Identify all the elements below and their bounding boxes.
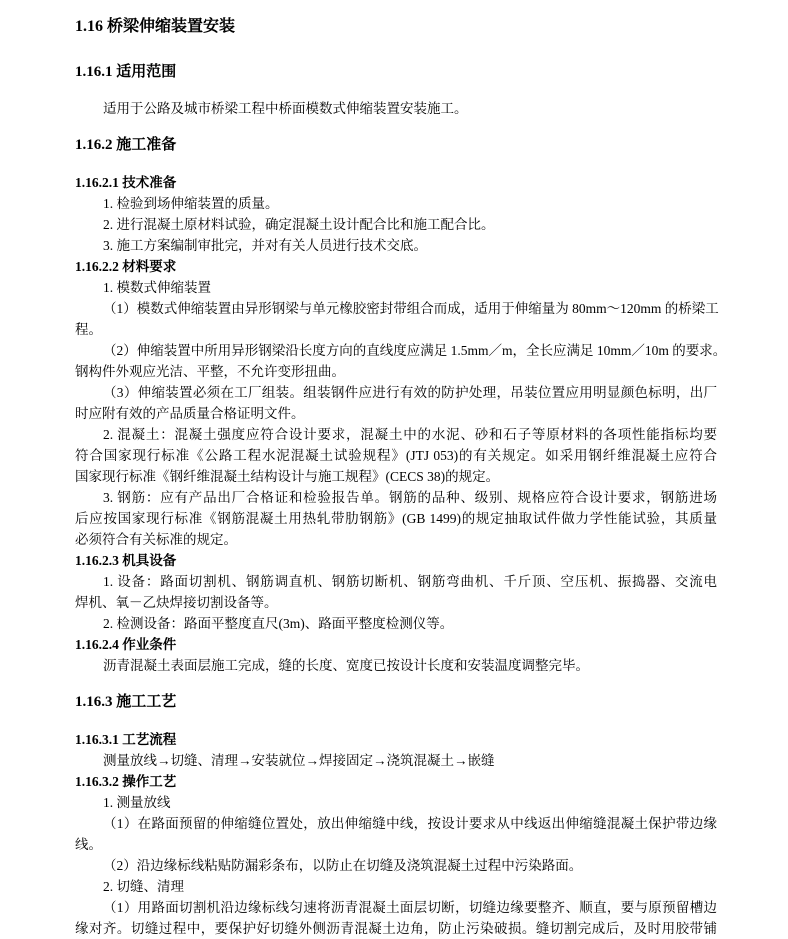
- paragraph-line: （2）沿边缘标线粘贴防漏彩条布，以防止在切缝及浇筑混凝土过程中污染路面。: [103, 858, 583, 873]
- paragraph-line: 后应按国家现行标准《钢筋混凝土用热轧带肋钢筋》(GB 1499)的规定抽取试件做力学性能试验，其质量: [75, 511, 717, 526]
- section-heading: 1.16.1 适用范围: [75, 64, 177, 80]
- subsection-heading: 1.16.2.4 作业条件: [75, 637, 177, 652]
- paragraph-line: （1）模数式伸缩装置由异形钢梁与单元橡胶密封带组合而成，适用于伸缩量为 80mm～120mm 的桥梁工: [103, 301, 719, 316]
- paragraph-line: 3. 钢筋：应有产品出厂合格证和检验报告单。钢筋的品种、级别、规格应符合设计要求，钢筋进场: [103, 490, 717, 505]
- paragraph-line: 沥青混凝土表面层施工完成，缝的长度、宽度已按设计长度和安装温度调整完毕。: [103, 658, 589, 673]
- process-flow-line: 测量放线→切缝、清理→安装就位→焊接固定→浇筑混凝土→嵌缝: [103, 753, 495, 768]
- paragraph-line: （1）用路面切割机沿边缘标线匀速将沥青混凝土面层切断，切缝边缘要整齐、顺直，要与原预留槽边: [103, 900, 717, 915]
- paragraph-line: 焊机、氧－乙炔焊接切割设备等。: [75, 595, 278, 610]
- paragraph-line: （1）在路面预留的伸缩缝位置处，放出伸缩缝中线，按设计要求从中线返出伸缩缝混凝土保护带边缘: [103, 816, 717, 831]
- subsection-heading: 1.16.3.2 操作工艺: [75, 774, 177, 789]
- paragraph-line: 缘对齐。切缝过程中，要保护好切缝外侧沥青混凝土边角，防止污染破损。缝切割完成后，及时用胶带铺: [75, 921, 717, 936]
- subsection-heading: 1.16.2.1 技术准备: [75, 175, 177, 190]
- paragraph-line: 必须符合有关标准的规定。: [75, 532, 237, 547]
- paragraph-line: （3）伸缩装置必须在工厂组装。组装钢件应进行有效的防护处理，吊装位置应用明显颜色标明，出厂: [103, 385, 717, 400]
- section-heading: 1.16.2 施工准备: [75, 137, 177, 153]
- list-item: 2. 检测设备：路面平整度直尺(3m)、路面平整度检测仪等。: [103, 616, 454, 631]
- section-process: [0, 692, 788, 939]
- paragraph-line: 程。: [75, 322, 102, 337]
- document-title: 1.16 桥梁伸缩装置安装: [75, 18, 236, 35]
- list-item: 1. 测量放线: [103, 795, 171, 810]
- paragraph-line: 时应附有效的产品质量合格证明文件。: [75, 406, 305, 421]
- paragraph-line: 适用于公路及城市桥梁工程中桥面模数式伸缩装置安装施工。: [103, 101, 468, 116]
- paragraph-line: 1. 设备：路面切割机、钢筋调直机、钢筋切断机、钢筋弯曲机、千斤顶、空压机、振捣器、交流电: [103, 574, 717, 589]
- paragraph-line: 线。: [75, 837, 102, 852]
- list-item: 3. 施工方案编制审批完，并对有关人员进行技术交底。: [103, 238, 427, 253]
- section-scope: [0, 62, 788, 119]
- section-heading: 1.16.3 施工工艺: [75, 694, 177, 710]
- list-item: 1. 检验到场伸缩装置的质量。: [103, 196, 279, 211]
- paragraph-line: 符合国家现行标准《公路工程水泥混凝土试验规程》(JTJ 053)的有关规定。如采用钢纤维混凝土应符合: [75, 448, 717, 463]
- subsection-heading: 1.16.2.3 机具设备: [75, 553, 177, 568]
- subsection-heading: 1.16.3.1 工艺流程: [75, 732, 177, 747]
- list-item: 2. 进行混凝土原材料试验，确定混凝土设计配合比和施工配合比。: [103, 217, 495, 232]
- paragraph-line: 钢构件外观应光洁、平整，不允许变形扭曲。: [75, 364, 345, 379]
- list-item: 2. 切缝、清理: [103, 879, 184, 894]
- paragraph-line: 国家现行标准《钢纤维混凝土结构设计与施工规程》(CECS 38)的规定。: [75, 469, 500, 484]
- list-item: 1. 模数式伸缩装置: [103, 280, 211, 295]
- subsection-heading: 1.16.2.2 材料要求: [75, 259, 177, 274]
- section-preparation: [0, 135, 788, 676]
- paragraph-line: （2）伸缩装置中所用异形钢梁沿长度方向的直线度应满足 1.5mm／m，全长应满足 10mm／10m 的要求。: [103, 343, 727, 358]
- paragraph-line: 2. 混凝土：混凝土强度应符合设计要求，混凝土中的水泥、砂和石子等原材料的各项性能指标均要: [103, 427, 717, 442]
